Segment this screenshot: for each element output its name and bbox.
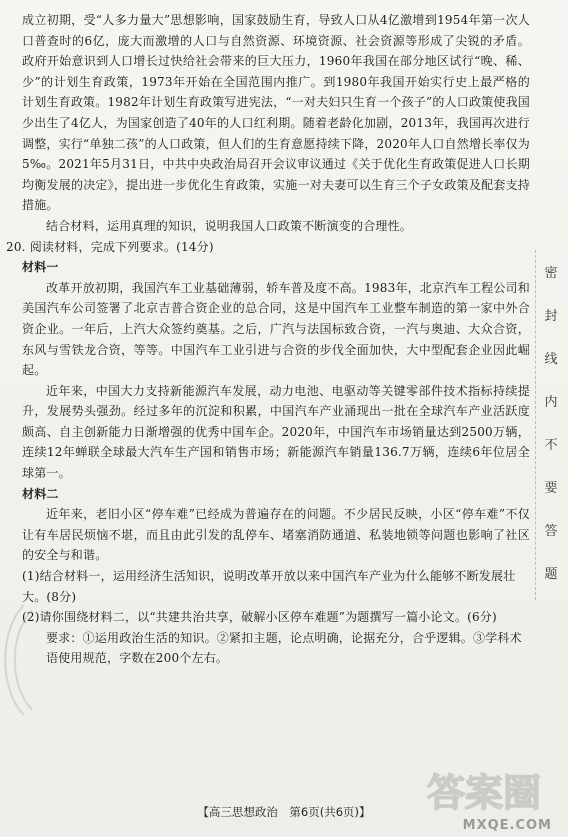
- svg-text:答案圈: 答案圈: [426, 771, 542, 815]
- seal-char: 答: [544, 524, 558, 539]
- seal-char: 不: [544, 438, 558, 453]
- seal-char: 封: [544, 309, 558, 324]
- seal-line-notice: [540, 262, 562, 582]
- q20-part1: (1)结合材料一，运用经济生活知识，说明改革开放以来中国汽车产业为什么能够不断发展壮大。(8分): [22, 569, 516, 604]
- seal-char: 要: [544, 481, 558, 496]
- seal-dashed-line: [535, 250, 536, 600]
- material1-paragraph-1: 改革开放初期，我国汽车工业基础薄弱，轿车普及度不高。1983年，北京汽车工程公司和美国汽车公司签署了北京吉普合资企业的总合同，这是中国汽车工业整车制造的第一家中外合资企业。一年后，上汽大众签约奠基。之后，广汽与法国标致合资，一汽与奥迪、大众合资，东风与雪铁龙合资，等等。中国汽车工业引进与合资的步伐全面加快，大中型配套企业因此崛起。: [22, 280, 530, 378]
- q20-heading: 20. 阅读材料，完成下列要求。(14分): [6, 239, 214, 254]
- intro-paragraph: 成立初期，受“人多力量大”思想影响，国家鼓励生育，导致人口从4亿激增到1954年第一次人口普查时的6亿，庞大而激增的人口与自然资源、环境资源、社会资源等形成了尖锐的矛盾。政府开始意识到人口增长过快给社会带来的巨大压力，1960年我国在部分地区试行“晚、稀、少”的计划生育政策，1973年开始在全国范围内推广。到1980年我国开始实行史上最严格的计划生育政策。1982年计划生育政策写进宪法，“一对夫妇只生育一个孩子”的人口政策使我国少出生了4亿人，为国家创造了40年的人口红利期。随着老龄化加剧，2013年，我国再次进行调整，实行“单独二孩”的人口政策，但人们的生育意愿持续下降，2020年人口自然增长率仅为5‰。2021年5月31日，中共中央政治局召开会议审议通过《关于优化生育政策促进人口长期均衡发展的决定》，提出进一步优化生育政策，实施一对夫妻可以生育三个子女政策及配套支持措施。: [22, 13, 530, 213]
- material1-title: 材料一: [22, 260, 59, 275]
- seal-char: 线: [544, 352, 558, 367]
- material2-paragraph-1: 近年来，老旧小区“停车难”已经成为普遍存在的问题。不少居民反映，小区“停车难”不仅让有车居民烦恼不堪，而且由此引发的乱停车、堵塞消防通道、私装地锁等问题也影响了社区的安全与和谐。: [22, 507, 530, 563]
- page-footer: 【高三思想政治 第6页(共6页)】: [197, 805, 371, 819]
- watermark-url: MXQE.COM: [462, 818, 552, 833]
- page-content: [6, 10, 530, 669]
- q20-part2-requirements: 要求：①运用政治生活的知识。②紧扣主题，论点明确，论据充分，合乎逻辑。③学科术语使用规范，字数在200个左右。: [46, 630, 522, 666]
- seal-char: 密: [544, 266, 558, 281]
- q20-part2: (2)请你围绕材料二，以“共建共治共享，破解小区停车难题”为题撰写一篇小论文。(6分): [22, 610, 497, 625]
- seal-char: 题: [544, 567, 558, 582]
- material2-title: 材料二: [22, 486, 59, 501]
- seal-char: 内: [544, 395, 558, 410]
- material1-paragraph-2: 近年来，中国大力支持新能源汽车发展，动力电池、电驱动等关键零部件技术指标持续提升，发展势头强劲。经过多年的沉淀和积累，中国汽车产业涌现出一批在全球汽车产业活跃度颇高、自主创新能力日渐增强的优秀中国车企。2020年，中国汽车市场销量达到2500万辆，连续12年蝉联全球最大汽车生产国和销售市场；新能源汽车销量136.7万辆，连续6年位居全球第一。: [22, 383, 530, 481]
- q19-task: 结合材料，运用真理的知识，说明我国人口政策不断演变的合理性。: [46, 218, 413, 233]
- pen-scribble-mark: [0, 600, 54, 720]
